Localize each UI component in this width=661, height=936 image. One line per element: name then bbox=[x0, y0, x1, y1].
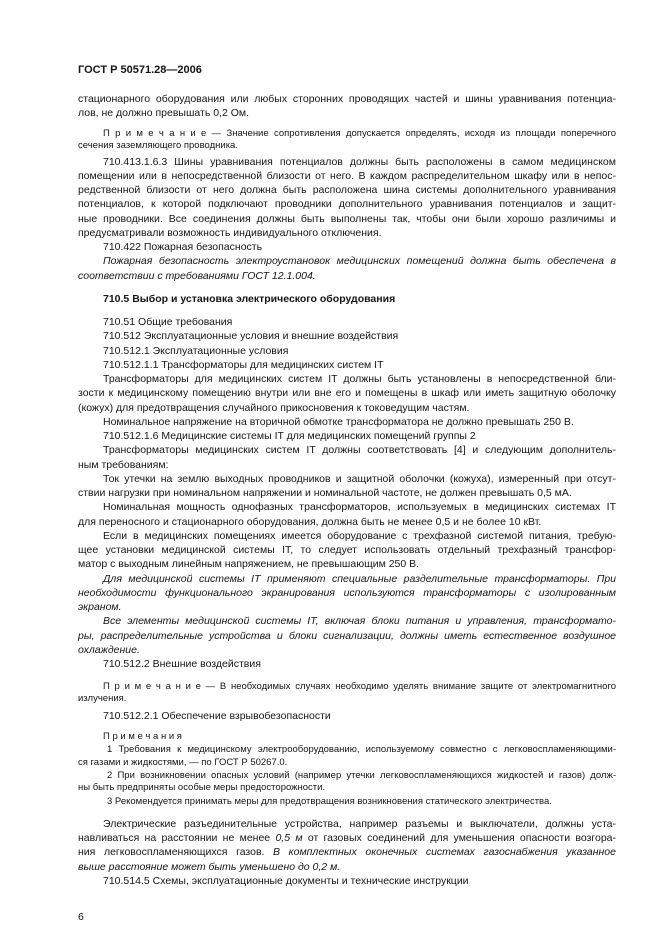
notes-explosion bbox=[78, 731, 616, 808]
note-line: П р и м е ч а н и е — В необходимых случаях необходимо уделять внимание защите от электромагнитного bbox=[103, 680, 616, 692]
paragraph-continuation bbox=[78, 92, 616, 121]
text-line: Все элементы медицинской системы IT, включая блоки питания и управления, трансформато- bbox=[103, 615, 616, 628]
clause-heading-710-514-5: 710.514.5 Схемы, эксплуатационные документы и технические инструкции bbox=[103, 874, 469, 887]
text-line: необходимости функционального экранирования используются трансформаторы с изолированным bbox=[78, 586, 616, 599]
text-line: экраном. bbox=[78, 601, 122, 614]
note-line: 2 При возникновении опасных условий (например утечки легковоспламеняющихся жидкостей и газов) долж- bbox=[107, 770, 616, 782]
text-line: Пожарная безопасность электроустановок медицинских помещений должна быть обеспечена в bbox=[103, 255, 616, 268]
notes-title: П р и м е ч а н и я bbox=[103, 730, 182, 742]
text-line: охлаждение. bbox=[78, 643, 140, 656]
section-heading-710-5: 710.5 Выбор и установка электрического оборудования bbox=[103, 293, 396, 306]
text-line: Ток утечки на землю выходных проводников и защитной оболочки (кожуха), измеренный при отсут- bbox=[103, 472, 616, 485]
page-body bbox=[78, 92, 616, 888]
note-item-1 bbox=[78, 744, 616, 769]
paragraph-rated-power bbox=[78, 500, 616, 529]
text-line bbox=[78, 831, 616, 845]
text-line: для переносного и стационарного оборудования, должна быть не менее 0,5 и не более 10 кВт. bbox=[78, 515, 542, 528]
text-line: зости к медицинскому помещению внутри или вне его и помещены в шкаф или иметь защитную оболочку bbox=[78, 387, 616, 400]
paragraph-isolating-transformers bbox=[78, 572, 616, 615]
paragraph-rated-voltage: Номинальное напряжение на вторичной обмотке трансформатора не должно превышать 250 В. bbox=[103, 415, 574, 428]
text-line bbox=[78, 845, 616, 859]
note-resistance bbox=[78, 128, 616, 153]
text-line: лов, не должно превышать 0,2 Ом. bbox=[78, 107, 250, 120]
paragraph-transformers-location bbox=[78, 372, 616, 415]
running-header-doc-number: ГОСТ Р 50571.28—2006 bbox=[78, 64, 202, 76]
note-emc bbox=[78, 681, 616, 706]
clause-heading-710-512-1-6: 710.512.1.6 Медицинские системы IT для медицинских помещений группы 2 bbox=[103, 430, 476, 443]
clause-heading-710-512-1-1: 710.512.1.1 Трансформаторы для медицинских систем IT bbox=[103, 358, 384, 371]
paragraph-cooling bbox=[78, 614, 616, 657]
text-line: Трансформаторы для медицинских систем IT должны быть установлены в непосредственной бли- bbox=[103, 373, 616, 386]
paragraph-three-phase bbox=[78, 529, 616, 572]
clause-heading-710-422: 710.422 Пожарная безопасность bbox=[103, 241, 263, 254]
text-line: Для медицинской системы IT применяют специальные разделительные трансформаторы. При bbox=[103, 572, 616, 585]
text-line: предусматривали возможность индивидуального отключения. bbox=[78, 226, 382, 239]
clause-heading-710-512: 710.512 Эксплуатационные условия и внешние воздействия bbox=[103, 330, 399, 343]
text-segment-italic: В комплектных оконечных системах газоснабжения указанное bbox=[273, 846, 616, 859]
paragraph-710-413-1-6-3 bbox=[78, 155, 616, 241]
clause-heading-710-512-2-1: 710.512.2.1 Обеспечение взрывобезопасности bbox=[103, 709, 331, 722]
text-line: ствии нагрузки при номинальном напряжении и номинальной частоте, не должен превышать 0,5 мА. bbox=[78, 487, 572, 500]
clause-heading-710-512-1: 710.512.1 Эксплуатационные условия bbox=[103, 344, 289, 357]
text-line: соответствии с требованиями ГОСТ 12.1.004. bbox=[78, 269, 316, 282]
paragraph-fire-safety bbox=[78, 254, 616, 283]
note-line: 1 Требования к медицинскому электрооборудованию, используемому совместно с легковоспламеняющими- bbox=[107, 744, 616, 756]
text-segment: навливаться на расстоянии не менее bbox=[78, 832, 276, 845]
text-segment: ния легковоспламеняющихся газов. bbox=[78, 846, 274, 859]
note-item-2 bbox=[78, 770, 616, 795]
clause-heading-710-51: 710.51 Общие требования bbox=[103, 316, 233, 329]
text-line: потенциалов, к которой подключают проводники дополнительного уравнивания потенциалов и защит- bbox=[78, 198, 616, 211]
text-line: Электрические разъединительные устройства, например разъемы и выключатели, должны уста- bbox=[103, 817, 616, 830]
text-line: помещении или в непосредственной близости от него. В каждом распределительном шкафу или в непос- bbox=[78, 169, 616, 182]
text-line: Номинальная мощность однофазных трансформаторов, используемых в медицинских системах IT bbox=[103, 501, 616, 514]
text-line: ры, распределительные устройства и блоки сигнализации, должны иметь естественное воздушное bbox=[78, 629, 616, 642]
text-line: 710.413.1.6.3 Шины уравнивания потенциалов должны быть расположены в самом медицинском bbox=[103, 155, 616, 168]
text-segment: от газовых соединений для уменьшения опасности возгора- bbox=[302, 832, 617, 845]
text-line: матор с выходным линейным напряжением, не превышающим 250 В. bbox=[78, 558, 420, 571]
note-item-3 bbox=[78, 796, 616, 808]
text-line: Если в медицинских помещениях имеется оборудование с трехфазной системой питания, требую- bbox=[103, 529, 616, 542]
page-number: 6 bbox=[78, 911, 84, 923]
text-line: выше расстояние может быть уменьшено до 0,2 м. bbox=[78, 860, 341, 873]
paragraph-transformers-requirements bbox=[78, 443, 616, 472]
text-line: Трансформаторы медицинских систем IT должны соответствовать [4] и следующим дополнитель- bbox=[103, 444, 616, 457]
text-line: ные проводники. Все соединения должны быть выполнены так, чтобы они были хорошо различимы и bbox=[78, 212, 616, 225]
text-line: щее установки медицинской системы IT, то следует использовать отдельный трехфазный трансфор- bbox=[78, 544, 616, 557]
text-segment-italic: 0,5 м bbox=[275, 832, 303, 845]
text-line: редственной близости от него должна быть расположена шина системы дополнительного уравнивания bbox=[78, 184, 616, 197]
note-line: излучения. bbox=[78, 693, 127, 705]
note-line: П р и м е ч а н и е — Значение сопротивления допускается определять, исходя из площади поперечного bbox=[103, 127, 616, 139]
clause-heading-710-512-2: 710.512.2 Внешние воздействия bbox=[103, 658, 261, 671]
paragraph-leakage-current bbox=[78, 472, 616, 501]
note-line: 3 Рекомендуется принимать меры для предотвращения возникновения статического электричества. bbox=[107, 795, 552, 807]
note-line: ся газами и жидкостями, — по ГОСТ Р 50267.0. bbox=[78, 756, 288, 768]
paragraph-disconnectors bbox=[78, 817, 616, 874]
text-line: стационарного оборудования или любых сторонних проводящих частей и шины уравнивания потенциа- bbox=[78, 93, 616, 105]
note-line: сечения заземляющего проводника. bbox=[78, 139, 238, 151]
note-line: ны быть предприняты особые меры предосторожности. bbox=[78, 782, 326, 794]
text-line: (кожух) для предотвращения случайного прикосновения к токоведущим частям. bbox=[78, 401, 470, 414]
text-line: ным требованиям: bbox=[78, 458, 169, 471]
